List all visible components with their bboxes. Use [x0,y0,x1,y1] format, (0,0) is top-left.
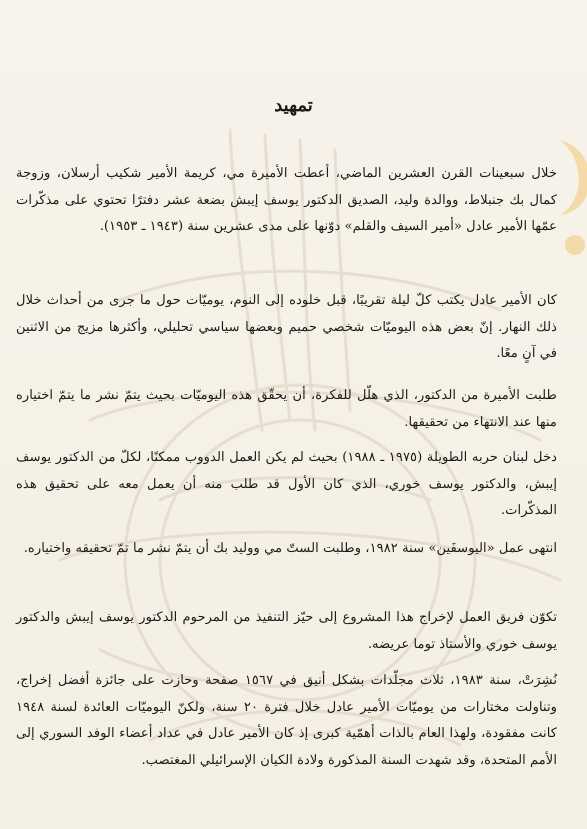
paragraph-6: تكوّن فريق العمل لإخراج هذا المشروع إلى حيّز التنفيذ من المرحوم الدكتور يوسف إيبش والدكتور يوسف خوري والأستاذ توما عريضه. [16,610,557,652]
page-title: تمهيد [274,95,313,116]
paragraph-5: انتهى عمل «اليوسفَين» سنة ١٩٨٢، وطلبت الستّ مي ووليد بك أن يتمّ نشر ما تمّ تحقيقه واختياره. [23,541,557,557]
paragraph-1: خلال سبعينات القرن العشرين الماضي، أعطت الأميرة مي، كريمة الأمير شكيب أرسلان، وزوجة كمال بك جنبلاط، ووالدة وليد، الصديق الدكتور يوسف إيبش بضعة عشر دفترًا تحتوي على مذكّرات عمّها الأمير عادل «أمير السيف والقلم» دوّنها على مدى عشرين سنة (١٩٤٣ ـ ١٩٥٣). [16,166,557,235]
paragraph-2: كان الأمير عادل يكتب كلّ ليلة تقريبًا، قبل خلوده إلى النوم، يوميّات حول ما جرى من أحداث خلال ذلك النهار. إنّ بعض هذه اليوميّات شخصي حميم وبعضها سياسي تحليلي، وأكثرها مزيج من الاثنين في آنٍ معًا. [16,293,557,362]
paragraph-4: دخل لبنان حربه الطويلة (١٩٧٥ ـ ١٩٨٨) بحيث لم يكن العمل الدووب ممكنًا، لكلّ من الدكتور يوسف إيبش، والدكتور يوسف خوري، الذي كان الأول قد طلب منه أن يعمل معه على تحقيق هذه المذكّرات. [16,450,557,519]
paragraph-7: نُشِرَتْ، سنة ١٩٨٣، ثلاث مجلّدات بشكل أنيق في ١٥٦٧ صفحة وحازت على جائزة أفضل إخراج، وتناولت مختارات من يوميّات الأمير عادل خلال فترة ٢٠ سنة، ولكنّ اليوميّات العائدة لسنة ١٩٤٨ كانت مفقودة، ولهذا العام بالذات أهمّية كبرى إذ كان الأمير عادل في عداد أعضاء الوفد السوري إلى الأمم المتحدة، وقد شهدت السنة المذكورة ولادة الكيان الإسرائيلي المغتصب. [16,673,558,768]
paragraph-3: طلبت الأميرة من الدكتور، الذي هلّل للفكرة، أن يحقّق هذه اليوميّات بحيث يتمّ نشر ما يتمّ اختياره منها عند الانتهاء من تحقيقها. [16,388,557,430]
